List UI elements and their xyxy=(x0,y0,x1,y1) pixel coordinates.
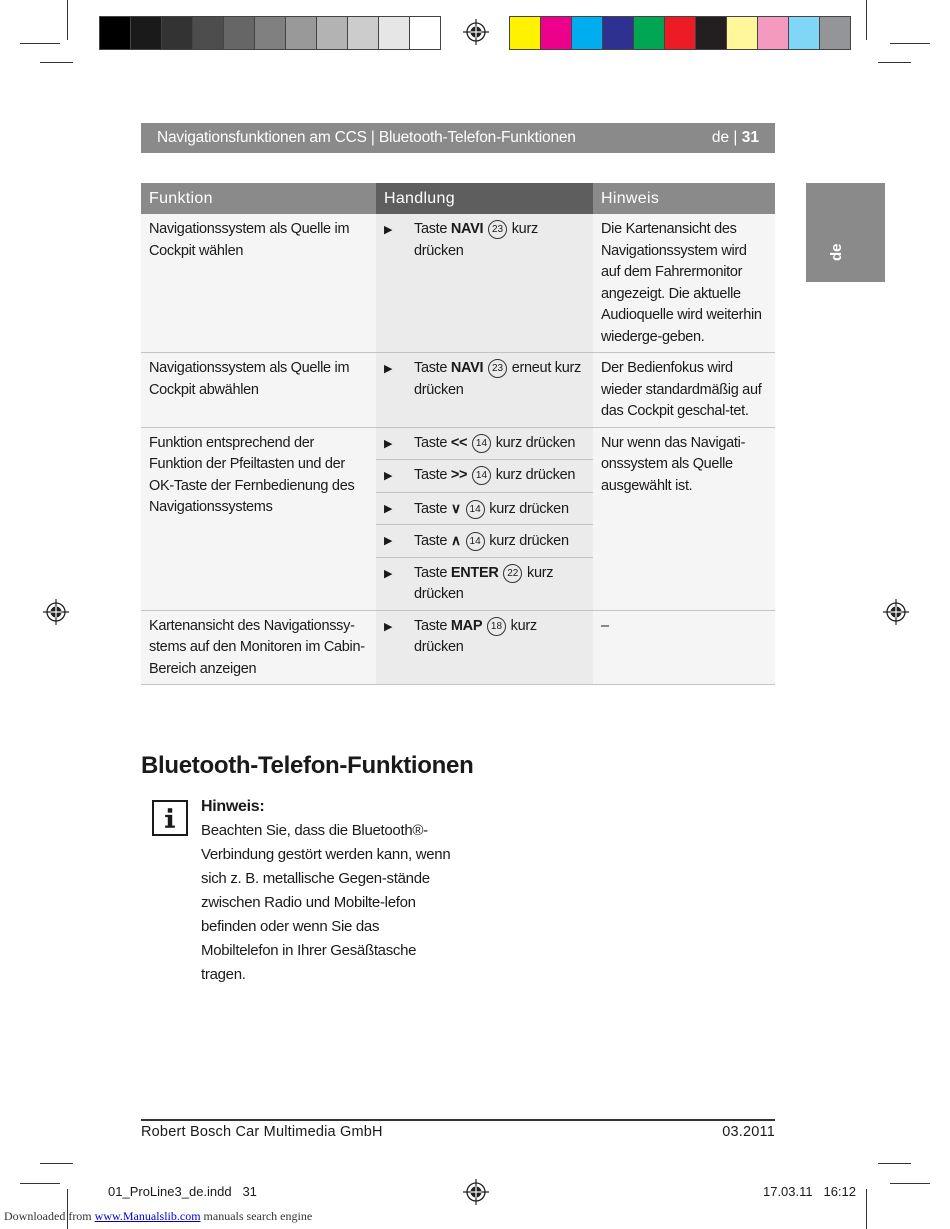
color-swatch xyxy=(255,17,286,49)
color-swatch xyxy=(379,17,410,49)
bullet-triangle-icon: ▶ xyxy=(384,437,393,450)
color-swatch xyxy=(131,17,162,49)
step-text: Taste xyxy=(414,221,451,237)
header-page: de | 31 xyxy=(711,129,759,146)
bullet-triangle-icon: ▶ xyxy=(384,363,393,375)
action-step xyxy=(384,219,585,262)
cell-funktion: Funktion entsprechend der Funktion der Pfeiltasten und der OK-Taste der Fernbedienung des Navigationssystems xyxy=(141,427,376,610)
info-icon xyxy=(152,800,188,836)
color-swatch xyxy=(410,17,440,49)
color-swatch xyxy=(510,17,541,49)
table-row xyxy=(141,427,775,460)
bullet-triangle-icon: ▶ xyxy=(384,567,393,580)
action-step xyxy=(384,358,585,401)
note-title: Hinweis: xyxy=(201,798,265,815)
crop-mark xyxy=(20,43,60,44)
registration-mark-icon xyxy=(883,599,909,625)
registration-mark-icon xyxy=(43,599,69,625)
manualslib-link[interactable]: www.Manualslib.com xyxy=(94,1209,201,1223)
color-swatch xyxy=(727,17,758,49)
color-swatch xyxy=(193,17,224,49)
step-text: kurz drücken xyxy=(491,434,576,451)
chevron-down-icon: ∨ xyxy=(450,499,461,516)
crop-mark xyxy=(40,62,73,63)
running-header xyxy=(141,123,775,153)
download-notice xyxy=(4,1209,312,1224)
crop-mark xyxy=(890,43,930,44)
action-step xyxy=(384,498,585,521)
action-step xyxy=(384,616,585,659)
color-swatch xyxy=(224,17,255,49)
step-text: kurz drücken xyxy=(485,533,569,549)
step-text: Taste xyxy=(414,500,451,517)
color-swatch xyxy=(634,17,665,49)
table-row xyxy=(141,353,775,428)
key-number: 14 xyxy=(466,532,485,551)
cell-handlung xyxy=(376,460,593,493)
step-text: kurz drücken xyxy=(414,617,537,655)
step-text: kurz drücken xyxy=(414,221,538,259)
cell-handlung xyxy=(376,525,593,558)
key-number: 23 xyxy=(488,359,507,378)
header-title: Navigationsfunktionen am CCS | Bluetooth-Telefon-Funktionen xyxy=(157,129,576,146)
key-number: 14 xyxy=(472,466,491,485)
download-prefix: Downloaded from xyxy=(4,1209,95,1223)
registration-mark-icon xyxy=(463,19,489,45)
cell-handlung xyxy=(376,353,593,428)
step-text: Taste xyxy=(414,533,451,549)
bullet-triangle-icon: ▶ xyxy=(384,224,393,236)
bullet-triangle-icon: ▶ xyxy=(384,535,393,547)
action-step xyxy=(384,465,585,488)
color-swatch xyxy=(603,17,634,49)
key-name: MAP xyxy=(450,617,483,634)
color-swatch xyxy=(317,17,348,49)
cell-handlung xyxy=(376,214,593,353)
bullet-triangle-icon: ▶ xyxy=(384,502,393,515)
key-number: 18 xyxy=(487,617,506,636)
column-header-funktion: Funktion xyxy=(141,183,376,214)
table-row xyxy=(141,214,775,353)
key-number: 14 xyxy=(472,434,491,453)
header-lang: de xyxy=(711,129,730,146)
color-swatch xyxy=(162,17,193,49)
color-swatch xyxy=(789,17,820,49)
color-swatch xyxy=(541,17,572,49)
language-tab xyxy=(806,183,885,282)
action-step xyxy=(384,433,585,456)
slug-filename: 01_ProLine3_de.indd 31 xyxy=(108,1184,257,1199)
key-name: >> xyxy=(450,467,468,483)
key-number: 22 xyxy=(503,564,522,583)
footer-company: Robert Bosch Car Multimedia GmbH xyxy=(141,1124,383,1140)
step-text: Taste xyxy=(414,467,451,483)
key-name: ENTER xyxy=(450,564,499,581)
crop-mark xyxy=(890,1183,930,1184)
step-text: Taste xyxy=(414,434,451,451)
color-swatch xyxy=(286,17,317,49)
cell-handlung xyxy=(376,610,593,685)
crop-mark xyxy=(878,1163,911,1164)
key-number: 14 xyxy=(466,500,485,519)
chevron-up-icon: ∧ xyxy=(450,532,461,548)
color-swatch xyxy=(696,17,727,49)
registration-mark-icon xyxy=(463,1179,489,1205)
slug-timestamp: 17.03.11 16:12 xyxy=(762,1184,856,1199)
key-name: NAVI xyxy=(450,221,484,237)
step-text: erneut kurz drücken xyxy=(414,360,581,398)
note-box xyxy=(201,795,451,987)
color-swatch xyxy=(820,17,850,49)
color-swatch xyxy=(100,17,131,49)
grayscale-bar xyxy=(99,16,441,50)
bullet-triangle-icon: ▶ xyxy=(384,620,393,633)
footer-date: 03.2011 xyxy=(722,1124,775,1140)
cell-hinweis: Nur wenn das Navigati-onssystem als Quelle ausgewählt ist. xyxy=(593,427,775,610)
cell-funktion: Navigationssystem als Quelle im Cockpit abwählen xyxy=(141,353,376,428)
crop-mark xyxy=(67,0,68,40)
step-text: Taste xyxy=(414,564,451,581)
color-swatch xyxy=(758,17,789,49)
color-swatch xyxy=(665,17,696,49)
note-body: Beachten Sie, dass die Bluetooth®-Verbindung gestört werden kann, wenn sich z. B. metallische Gegen-stände zwischen Radio und Mobilte-lefon befinden oder wenn Sie das Mobiltelefon in Ihrer Gesäßtasche tragen. xyxy=(201,822,451,983)
function-table xyxy=(141,183,775,685)
color-swatch xyxy=(572,17,603,49)
cell-hinweis: – xyxy=(593,610,775,685)
action-step xyxy=(384,563,585,606)
table-row xyxy=(141,610,775,685)
crop-mark xyxy=(866,0,867,40)
key-name: << xyxy=(450,434,468,451)
cell-handlung xyxy=(376,427,593,460)
cell-hinweis: Der Bedienfokus wird wieder standardmäßig auf das Cockpit geschal-tet. xyxy=(593,353,775,428)
crop-mark xyxy=(878,62,911,63)
key-name: NAVI xyxy=(450,360,484,376)
step-text: kurz drücken xyxy=(491,467,576,483)
step-text: Taste xyxy=(414,360,451,376)
footer-rule xyxy=(141,1119,775,1121)
action-step xyxy=(384,530,585,553)
crop-mark xyxy=(866,1189,867,1229)
cell-hinweis: Die Kartenansicht des Navigationssystem wird auf dem Fahrermonitor angezeigt. Die aktuelle Audioquelle wird weiterhin wiederge-geben. xyxy=(593,214,775,353)
crop-mark xyxy=(40,1163,73,1164)
language-tab-label: de xyxy=(828,243,845,261)
cell-handlung xyxy=(376,492,593,525)
color-swatch xyxy=(348,17,379,49)
section-title: Bluetooth-Telefon-Funktionen xyxy=(141,752,474,779)
key-number: 23 xyxy=(488,220,507,239)
page-number: 31 xyxy=(741,129,759,146)
step-text: kurz drücken xyxy=(414,564,554,602)
download-suffix: manuals search engine xyxy=(200,1209,313,1223)
crop-mark xyxy=(20,1183,60,1184)
cell-funktion: Kartenansicht des Navigationssy-stems auf den Monitoren im Cabin-Bereich anzeigen xyxy=(141,610,376,685)
cell-handlung xyxy=(376,557,593,610)
color-bar xyxy=(509,16,851,50)
column-header-hinweis: Hinweis xyxy=(593,183,775,214)
cell-funktion: Navigationssystem als Quelle im Cockpit wählen xyxy=(141,214,376,353)
step-text: Taste xyxy=(414,617,451,634)
step-text: kurz drücken xyxy=(485,500,569,517)
bullet-triangle-icon: ▶ xyxy=(384,470,393,482)
column-header-handlung: Handlung xyxy=(376,183,593,214)
